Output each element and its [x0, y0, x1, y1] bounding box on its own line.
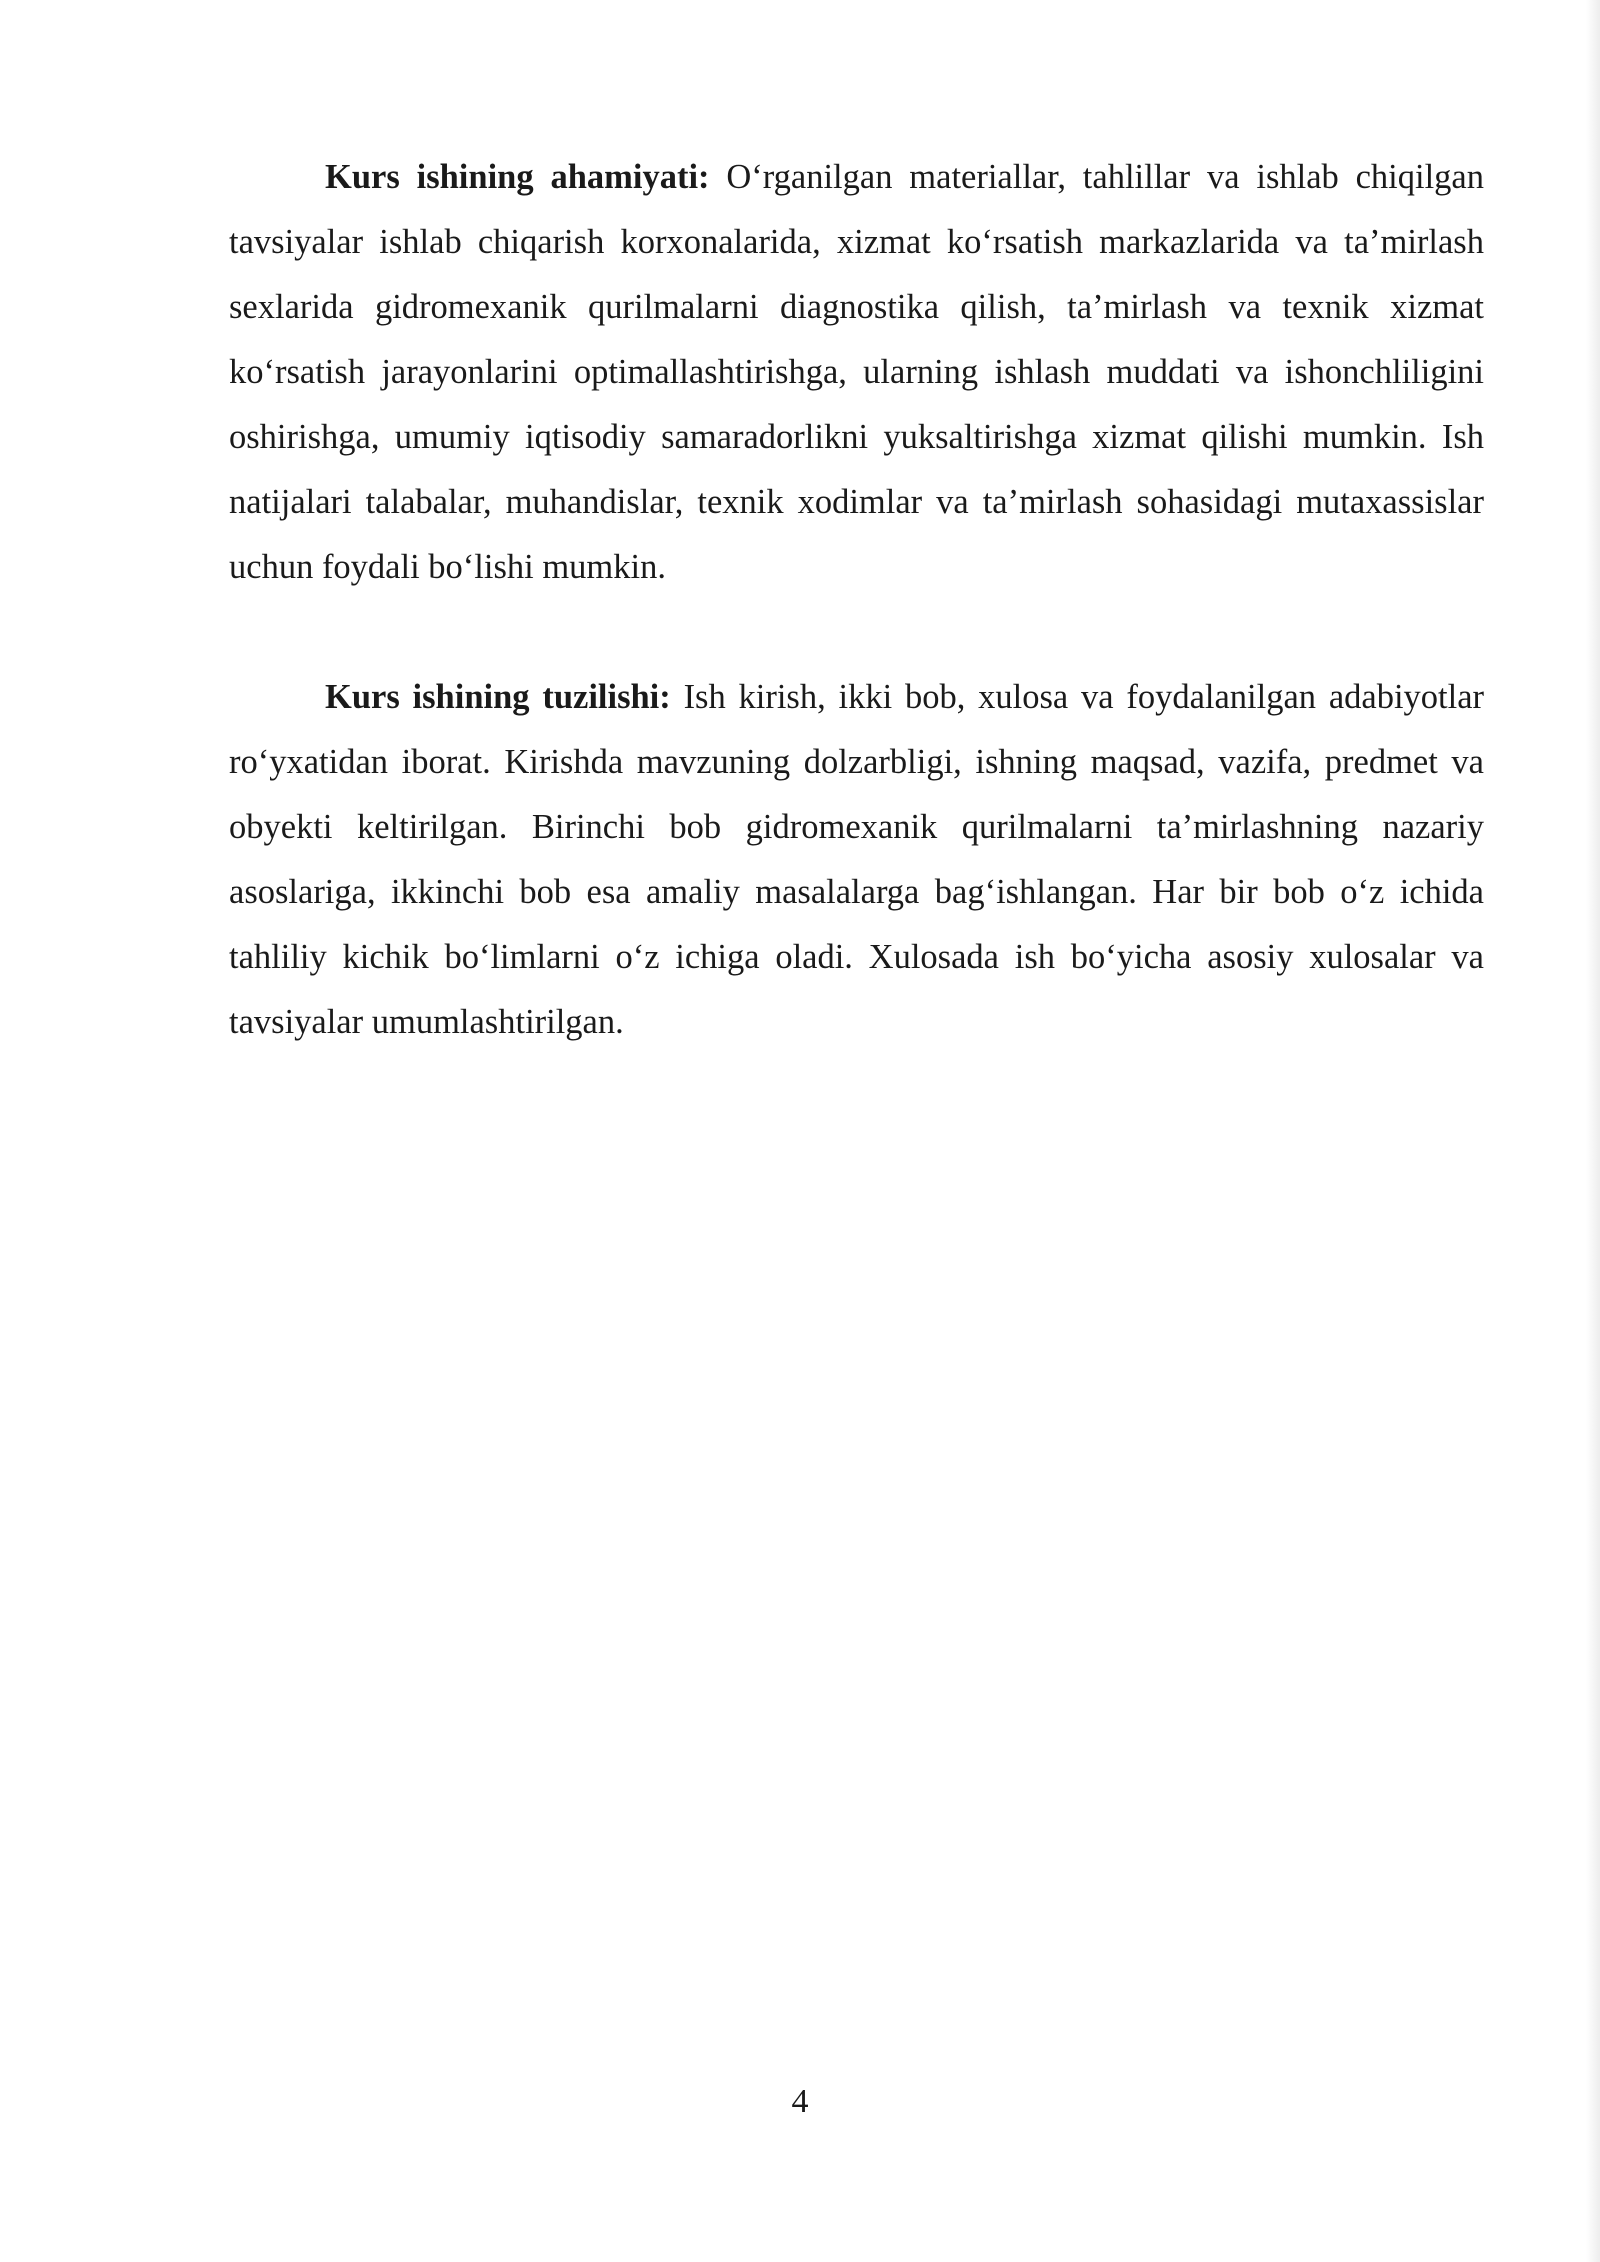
paragraph-text: Ish kirish, ikki bob, xulosa va foydalanilgan adabiyotlar ro‘yxatidan iborat. Kirishda mavzuning dolzarbligi, ishning maqsad, vazifa, predmet va obyekti keltirilgan. Birinchi bob gidromexanik qurilmalarni ta’mirlashning nazariy asoslariga, ikkinchi bob esa amaliy masalalarga bag‘ishlangan. Har bir bob o‘z ichida tahliliy kichik bo‘limlarni o‘z ichiga oladi. Xulosada ish bo‘yicha asosiy xulosalar va tavsiyalar umumlashtirilgan.: [229, 678, 1484, 1041]
paragraph-heading: Kurs ishining tuzilishi:: [325, 678, 671, 716]
paragraph-text: O‘rganilgan materiallar, tahlillar va ishlab chiqilgan tavsiyalar ishlab chiqarish korxonalarida, xizmat ko‘rsatish markazlarida va ta’mirlash sexlarida gidromexanik qurilmalarni diagnostika qilish, ta’mirlash va texnik xizmat ko‘rsatish jarayonlarini optimallashtirishga, ularning ishlash muddati va ishonchliligini oshirishga, umumiy iqtisodiy samaradorlikni yuksaltirishga xizmat qilishi mumkin. Ish natijalari talabalar, muhandislar, texnik xodimlar va ta’mirlash sohasidagi mutaxassislar uchun foydali bo‘lishi mumkin.: [229, 158, 1484, 586]
page-content: [229, 145, 1484, 1055]
paragraph-significance: [229, 145, 1484, 600]
paragraph-heading: Kurs ishining ahamiyati:: [325, 158, 710, 196]
page-edge-shadow: [1586, 0, 1600, 2262]
page-number: 4: [791, 2083, 809, 2120]
paragraph-structure: [229, 665, 1484, 1055]
